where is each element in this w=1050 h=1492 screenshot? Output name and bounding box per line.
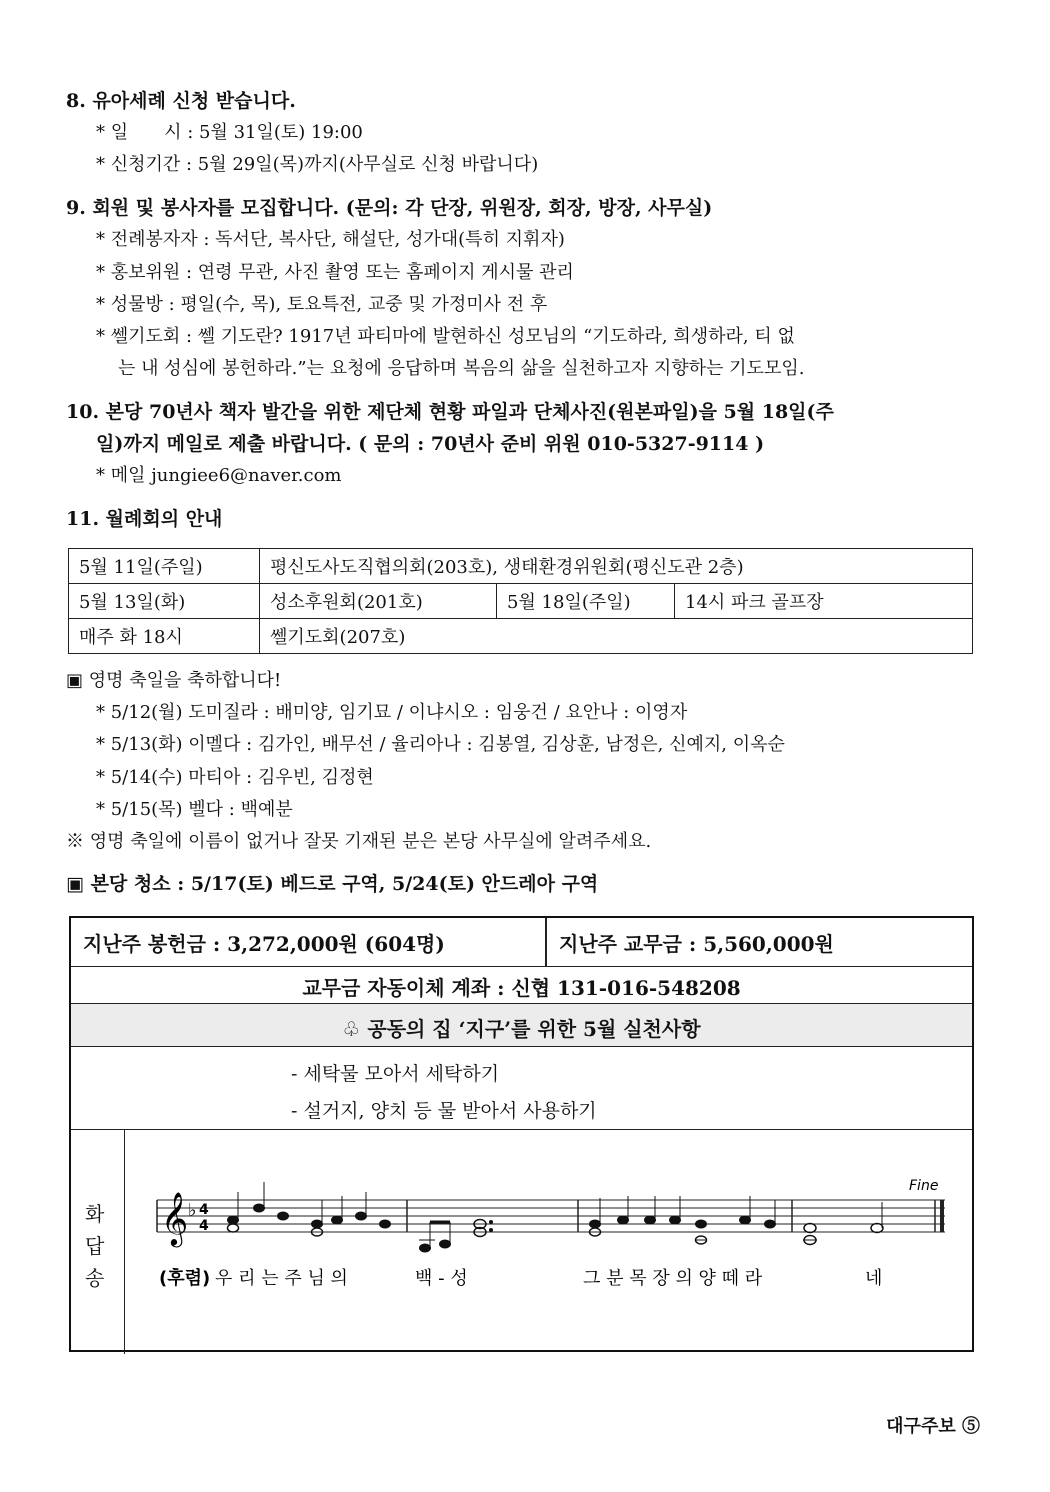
psalm-label-char: 답 xyxy=(85,1234,105,1258)
meeting-date: 5월 13일(화) xyxy=(69,584,260,619)
lyrics-a: 우 리 는 주 님 의 xyxy=(215,1268,348,1289)
meeting-table xyxy=(68,548,973,654)
offering-amount: 지난주 봉헌금 : 3,272,000원 (604명) xyxy=(83,932,445,956)
meeting-event: 평신도사도직협의회(203호), 생태환경위원회(평신도관 2층) xyxy=(260,549,973,584)
flat-sign: ♭ xyxy=(188,1200,197,1221)
sec9-item-cell-cont: 는 내 성심에 봉헌하라.”는 요청에 응답하며 복음의 삶을 실천하고자 지향하는 기도모임. xyxy=(118,358,805,379)
feast-item: * 5/15(목) 벨다 : 백예분 xyxy=(96,799,293,820)
practice-item: - 설거지, 양치 등 물 받아서 사용하기 xyxy=(291,1100,597,1122)
psalm-label xyxy=(71,1130,125,1354)
refrain-label: (후렴) xyxy=(159,1268,211,1289)
sec8-item-period: * 신청기간 : 5월 29일(목)까지(사무실로 신청 바랍니다) xyxy=(96,154,539,175)
notes xyxy=(228,1182,884,1252)
section-9-title: 9. 회원 및 봉사자를 모집합니다. (문의: 각 단장, 위원장, 회장, 방장, 사무실) xyxy=(66,197,713,219)
account-row xyxy=(71,967,972,1004)
lyrics-c: 그 분 목 장 의 양 떼 라 xyxy=(583,1268,763,1289)
feast-note: ※ 영명 축일에 이름이 없거나 잘못 기재된 분은 본당 사무실에 알려주세요. xyxy=(66,831,652,852)
treble-clef: 𝄞 xyxy=(161,1191,189,1245)
page-footer: 대구주보 ⑤ xyxy=(886,1416,980,1437)
psalm-section xyxy=(71,1130,972,1350)
practice-title-row xyxy=(71,1004,972,1047)
meeting-event: 쎌기도회(207호) xyxy=(260,619,973,654)
table-row xyxy=(69,584,973,619)
practice-item: - 세탁물 모아서 세탁하기 xyxy=(291,1063,500,1085)
divider xyxy=(545,918,547,966)
practice-title: ♧ 공동의 집 ‘지구’를 위한 5월 실천사항 xyxy=(342,1017,701,1041)
feast-item: * 5/12(월) 도미질라 : 배미양, 임기묘 / 이냐시오 : 임웅건 / 요안나 : 이영자 xyxy=(96,702,688,723)
meeting-date: 매주 화 18시 xyxy=(69,619,260,654)
sec9-item-cell: * 쎌기도회 : 쎌 기도란? 1917년 파티마에 발현하신 성모님의 “기도하라, 희생하라, 티 없 xyxy=(96,326,795,347)
practice-row xyxy=(71,1047,972,1130)
sec9-item-pr: * 홍보위원 : 연령 무관, 사진 촬영 또는 홈페이지 게시물 관리 xyxy=(96,262,574,283)
psalm-score xyxy=(125,1130,972,1350)
section-10-title-line1: 10. 본당 70년사 책자 발간을 위한 제단체 현황 파일과 단체사진(원본파일)을 5월 18일(주 xyxy=(66,401,834,423)
church-fee-amount: 지난주 교무금 : 5,560,000원 xyxy=(559,932,834,956)
meeting-event: 성소후원회(201호) xyxy=(260,584,497,619)
fine-mark: Fine xyxy=(909,1178,939,1194)
psalm-label-char: 송 xyxy=(85,1266,105,1290)
table-row xyxy=(69,619,973,654)
meeting-event: 14시 파크 골프장 xyxy=(675,584,973,619)
sec8-item-time: * 일 시 : 5월 31일(토) 19:00 xyxy=(96,122,363,143)
table-row xyxy=(69,549,973,584)
sec10-mail: * 메일 jungiee6@naver.com xyxy=(96,465,342,486)
feast-item: * 5/13(화) 이멜다 : 김가인, 배무선 / 율리아나 : 김봉열, 김상훈, 남정은, 신예지, 이옥순 xyxy=(96,734,785,755)
section-8-title: 8. 유아세례 신청 받습니다. xyxy=(66,90,296,112)
meeting-date: 5월 18일(주일) xyxy=(497,584,675,619)
finance-box xyxy=(69,916,974,1352)
sec9-item-liturgy: * 전례봉자자 : 독서단, 복사단, 해설단, 성가대(특히 지휘자) xyxy=(96,229,565,250)
feast-item: * 5/14(수) 마티아 : 김우빈, 김정현 xyxy=(96,767,374,788)
lyrics-b: 백 - 성 xyxy=(415,1268,468,1289)
lyrics-d: 네 xyxy=(865,1268,883,1289)
feast-title: ▣ 영명 축일을 축하합니다! xyxy=(66,670,282,691)
time-top: 4 xyxy=(199,1202,209,1218)
account-info: 교무금 자동이체 계좌 : 신협 131-016-548208 xyxy=(302,976,741,1000)
section-10-title-line2: 일)까지 메일로 제출 바랍니다. ( 문의 : 70년사 준비 위원 010-5327-9114 ) xyxy=(96,433,765,455)
sec9-item-shop: * 성물방 : 평일(수, 목), 토요특전, 교중 및 가정미사 전 후 xyxy=(96,294,548,315)
cleaning-notice: ▣ 본당 청소 : 5/17(토) 베드로 구역, 5/24(토) 안드레아 구역 xyxy=(66,873,599,895)
section-11-title: 11. 월례회의 안내 xyxy=(66,508,223,530)
meeting-date: 5월 11일(주일) xyxy=(69,549,260,584)
staff-lines xyxy=(157,1200,945,1232)
time-bottom: 4 xyxy=(199,1218,209,1234)
finance-row xyxy=(71,918,972,967)
psalm-label-char: 화 xyxy=(85,1202,105,1226)
